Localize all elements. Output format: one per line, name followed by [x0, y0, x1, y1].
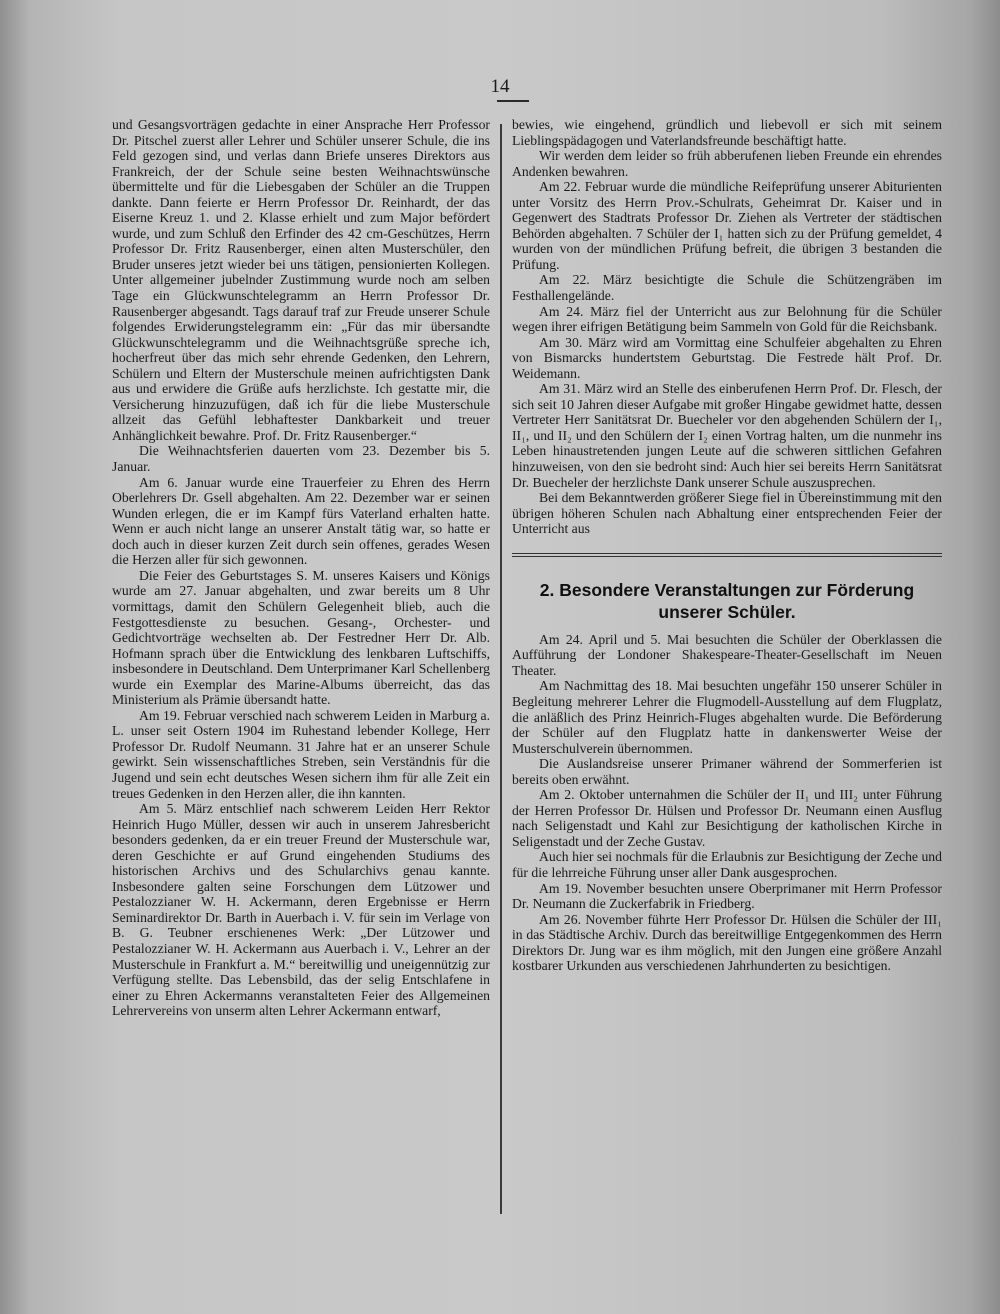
- paragraph: Am 24. April und 5. Mai besuchten die Schüler der Oberklassen die Aufführung der Londoner Shakespeare-Theater-Gesellschaft im Neuen Theater.: [512, 631, 942, 678]
- paragraph: Am 26. November führte Herr Professor Dr. Hülsen die Schüler der III₁ in das Städtische Archiv. Durch das bereitwillige Entgegenkommen des Herrn Direktors Dr. Jung war es ihm möglich, mit den Jungen eine größere Anzahl kostbarer Urkunden aus verschiedenen Jahrhunderten zu besichtigen.: [512, 911, 942, 974]
- paragraph: Am 22. März besichtigte die Schule die Schützengräben im Festhallengelände.: [512, 272, 942, 304]
- paragraph: Am 2. Oktober unternahmen die Schüler der II₁ und III₂ unter Führung der Herren Professor Dr. Hülsen und Professor Dr. Neumann einen Ausflug nach Seligenstadt und Kahl zur Besichtigung der katholischen Kirche in Seligenstadt und der Zeche Gustav.: [512, 787, 942, 849]
- section-rule: [512, 556, 942, 557]
- paragraph: Am 22. Februar wurde die mündliche Reifeprüfung unserer Abiturienten unter Vorsitz des Herrn Prov.-Schulrats, Geheimrat Dr. Kaiser und in Gegenwert des Stadtrats Professor Dr. Ziehen als Vertreter der städtischen Behörden abgehalten. 7 Schüler der I₁ hatten sich zu der Prüfung gemeldet, 4 wurden von der mündlichen Prüfung befreit, die übrigen 3 bestanden die Prüfung.: [512, 179, 942, 272]
- paragraph: Wir werden dem leider so früh abberufenen lieben Freunde ein ehrendes Andenken bewahren.: [512, 148, 942, 179]
- paragraph: Am 24. März fiel der Unterricht aus zur Belohnung für die Schüler wegen ihrer eifrigen Betätigung beim Sammeln von Gold für die Reichsbank.: [512, 303, 942, 335]
- paragraph: und Gesangsvorträgen gedachte in einer Ansprache Herr Professor Dr. Pitschel zuerst aller Lehrer und Schüler unserer Schule, die ins Feld gezogen sind, und verlas dann Briefe unseres Direktors aus Frankreich, der der Schule seine besten Weihnachtswünsche übermittelte und für die Liebesgaben der Schüler an die Truppen dankte. Dann feierte er Herrn Professor Dr. Reinhardt, der das Eiserne Kreuz 1. und 2. Klasse erhielt und zum Major befördert wurde, und zum Schluß den Erfinder des 42 cm-Geschützes, Herrn Professor Dr. Fritz Rausenberger, einen alten Musterschüler, den Bruder unseres jetzt wieder bei uns tätigen, pensionierten Kollegen. Unter allgemeiner jubelnder Zustimmung wurde noch am selben Tage ein Glückwunschtelegramm an Herrn Professor Dr. Rausenberger abgesandt. Tags darauf traf zur Freude unserer Schule folgendes Erwiderungstelegramm ein: „Für das mir übersandte Glückwunschtelegramm und die Weihnachtsgrüße spreche ich, hocherfreut über das mich sehr ehrende Gedenken, den Lehrern, Schülern und Eltern der Musterschule meinen aufrichtigsten Dank aus und erwidere die Grüße aufs herzlichste. Ich gestatte mir, die Versicherung hinzuzufügen, daß ich für die liebe Musterschule allzeit das Gefühl lebhaftester Dankbarkeit und treuer Anhänglichkeit bewahre. Prof. Dr. Fritz Rausenberger.“: [112, 117, 490, 443]
- paragraph: Auch hier sei nochmals für die Erlaubnis zur Besichtigung der Zeche und für die lehrreiche Führung unser aller Dank ausgesprochen.: [512, 849, 942, 880]
- paragraph: bewies, wie eingehend, gründlich und liebevoll er sich mit seinem Lieblingspädagogen und Vaterlandsfreunde beschäftigt hatte.: [512, 117, 942, 148]
- paragraph: Am 19. November besuchten unsere Oberprimaner mit Herrn Professor Dr. Neumann die Zuckerfabrik in Friedberg.: [512, 880, 942, 912]
- paragraph: Die Weihnachtsferien dauerten vom 23. Dezember bis 5. Januar.: [112, 443, 490, 475]
- column-divider: [500, 124, 502, 1214]
- section-heading: 2. Besondere Veranstaltungen zur Förderung unserer Schüler.: [539, 579, 915, 622]
- paragraph: Am 5. März entschlief nach schwerem Leiden Herr Rektor Heinrich Hugo Müller, dessen wir auch in unserem Jahresbericht besonders gedenken, da er ein treuer Freund der Musterschule war, deren Geschichte er auf Grund eingehenden Studiums des historischen Archivs und des Schularchivs genau kannte. Insbesondere galten seine Forschungen dem Lützower und Pestalozzianer W. H. Ackermann, deren Ergebnisse er Herrn Seminardirektor Dr. Barth in Auerbach i. V. für sein im Verlage von B. G. Teubner erschienenes Werk: „Der Lützower und Pestalozzianer W. H. Ackermann aus Auerbach i. V., Lehrer an der Musterschule in Frankfurt a. M.“ bereitwillig und uneigennützig zur Verfügung stellte. Das Lebensbild, das der selig Entschlafene in einer zu Ehren Ackermanns veranstalteten Feier des Allgemeinen Lehrervereins von unserm alten Lehrer Ackermann entwarf,: [112, 801, 490, 1019]
- left-column: [112, 117, 490, 1019]
- right-top-block: [512, 117, 942, 537]
- paragraph: Die Auslandsreise unserer Primaner während der Sommerferien ist bereits oben erwähnt.: [512, 756, 942, 787]
- right-column: [512, 117, 942, 974]
- paragraph: Am 19. Februar verschied nach schwerem Leiden in Marburg a. L. unser seit Ostern 1904 im Ruhestand lebender Kollege, Herr Professor Dr. Rudolf Neumann. 31 Jahre hat er an unserer Schule gewirkt. Sein wissenschaftliches Streben, sein Verständnis für die Jugend und sein echt deutsches Wesen sichern ihm für alle Zeit ein treues Gedenken in den Herzen aller, die ihn kannten.: [112, 707, 490, 801]
- page-number: 14: [490, 76, 510, 97]
- paragraph: Bei dem Bekanntwerden größerer Siege fiel in Übereinstimmung mit den übrigen höheren Schulen nach Abhaltung einer entsprechenden Feier der Unterricht aus: [512, 490, 942, 537]
- section-rule: [512, 553, 942, 554]
- paragraph: Am 6. Januar wurde eine Trauerfeier zu Ehren des Herrn Oberlehrers Dr. Gsell abgehalten. Am 22. Dezember war er seinen Wunden erlegen, die er im Kampf fürs Vaterland erhalten hatte. Wenn er auch nicht lange an unserer Anstalt tätig war, so hatte er doch auch in dieser kurzen Zeit durch sein offenes, gerades Wesen die Herzen aller für sich gewonnen.: [112, 474, 490, 568]
- paragraph: Die Feier des Geburtstages S. M. unseres Kaisers und Königs wurde am 27. Januar abgehalten, und zwar bereits um 8 Uhr vormittags, damit den Schülern Gelegenheit blieb, auch die Festgottesdienste zu besuchen. Gesang-, Orchester- und Gedichtvorträge wechselten ab. Der Festredner Herr Dr. Alb. Hofmann sprach über die Entwicklung des lenkbaren Luftschiffs, insbesondere in Deutschland. Dem Unterprimaner Karl Schellenberg wurde ein Exemplar des Marine-Albums überreicht, das das Ministerium als Prämie übersandt hatte.: [112, 567, 490, 708]
- paragraph: Am 31. März wird an Stelle des einberufenen Herrn Prof. Dr. Flesch, der sich seit 10 Jahren dieser Aufgabe mit großer Hingabe gewidmet hatte, dessen Vertreter Herr Sanitätsrat Dr. Buecheler vor den abgehenden Schülern der I₁, II₁, und II₂ und den Schülern der I₂ einen Vortrag halten, um die nunmehr ins Leben hinaustretenden jungen Leute auf die schweren sittlichen Gefahren hinzuweisen, von den sie bedroht sind: Auch hier sei bereits Herrn Sanitätsrat Dr. Buecheler der herzlichste Dank unserer Schule auszusprechen.: [512, 381, 942, 490]
- paragraph: Am 30. März wird am Vormittag eine Schulfeier abgehalten zu Ehren von Bismarcks hundertstem Geburtstag. Die Festrede hält Prof. Dr. Weidemann.: [512, 334, 942, 381]
- paragraph: Am Nachmittag des 18. Mai besuchten ungefähr 150 unserer Schüler in Begleitung mehrerer Lehrer die Flugmodell-Ausstellung auf dem Flugplatz, die anläßlich des Prinz Heinrich-Fluges abgehalten wurde. Die Beförderung der Schüler auf den Flugplatz hatte in dankenswerter Weise der Musterschulverein übernommen.: [512, 678, 942, 756]
- page-number-rule: [497, 100, 529, 102]
